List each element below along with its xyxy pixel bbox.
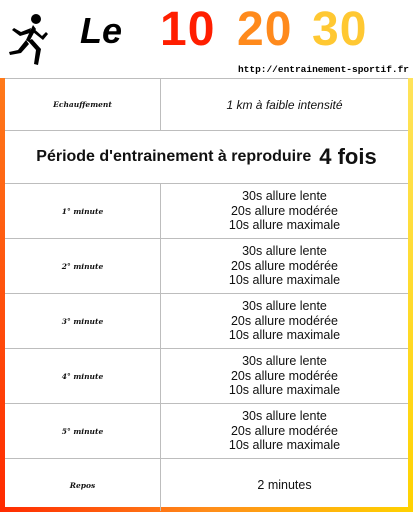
minute-label: 2° minute (5, 239, 161, 293)
line-moderate: 20s allure modérée (230, 313, 338, 328)
table-row (5, 294, 408, 349)
table-row (5, 404, 408, 459)
line-moderate: 20s allure modérée (230, 423, 338, 438)
minute-lines (161, 349, 408, 403)
training-table (5, 78, 408, 511)
line-slow: 30s allure lente (242, 299, 327, 314)
site-url[interactable]: http://entrainement-sportif.fr (237, 64, 409, 75)
table-row (5, 239, 408, 294)
minute-label: 1° minute (5, 184, 161, 238)
line-max: 10s allure maximale (228, 438, 341, 453)
header (0, 0, 413, 78)
period-count: 4 fois (319, 144, 377, 169)
warmup-row (5, 79, 408, 131)
period-banner (5, 131, 408, 184)
line-slow: 30s allure lente (242, 244, 327, 259)
minute-lines (161, 404, 408, 458)
period-text: Période d'entrainement à reproduire (36, 148, 312, 165)
line-max: 10s allure maximale (228, 383, 341, 398)
line-slow: 30s allure lente (242, 354, 327, 369)
table-row (5, 349, 408, 404)
line-max: 10s allure maximale (228, 273, 341, 288)
minute-label: 5° minute (5, 404, 161, 458)
runner-icon (6, 12, 54, 68)
line-max: 10s allure maximale (228, 218, 341, 233)
line-moderate: 20s allure modérée (230, 368, 338, 383)
title-number-30: 30 (312, 3, 368, 56)
title-number-10: 10 (160, 3, 216, 56)
minute-label: 4° minute (5, 349, 161, 403)
rest-row (5, 459, 408, 511)
warmup-value: 1 km à faible intensité (226, 97, 343, 112)
title-number-20: 20 (237, 3, 293, 56)
warmup-label: Echauffement (5, 79, 161, 130)
line-moderate: 20s allure modérée (230, 203, 338, 218)
line-slow: 30s allure lente (242, 409, 327, 424)
right-gradient-border (408, 78, 413, 512)
line-slow: 30s allure lente (242, 189, 327, 204)
line-moderate: 20s allure modérée (230, 258, 338, 273)
title-le: Le (80, 10, 123, 51)
minute-lines (161, 184, 408, 238)
minute-label: 3° minute (5, 294, 161, 348)
table-row (5, 184, 408, 239)
rest-label: Repos (5, 459, 161, 511)
minute-lines (161, 294, 408, 348)
minute-lines (161, 239, 408, 293)
line-max: 10s allure maximale (228, 328, 341, 343)
rest-value: 2 minutes (257, 478, 312, 492)
